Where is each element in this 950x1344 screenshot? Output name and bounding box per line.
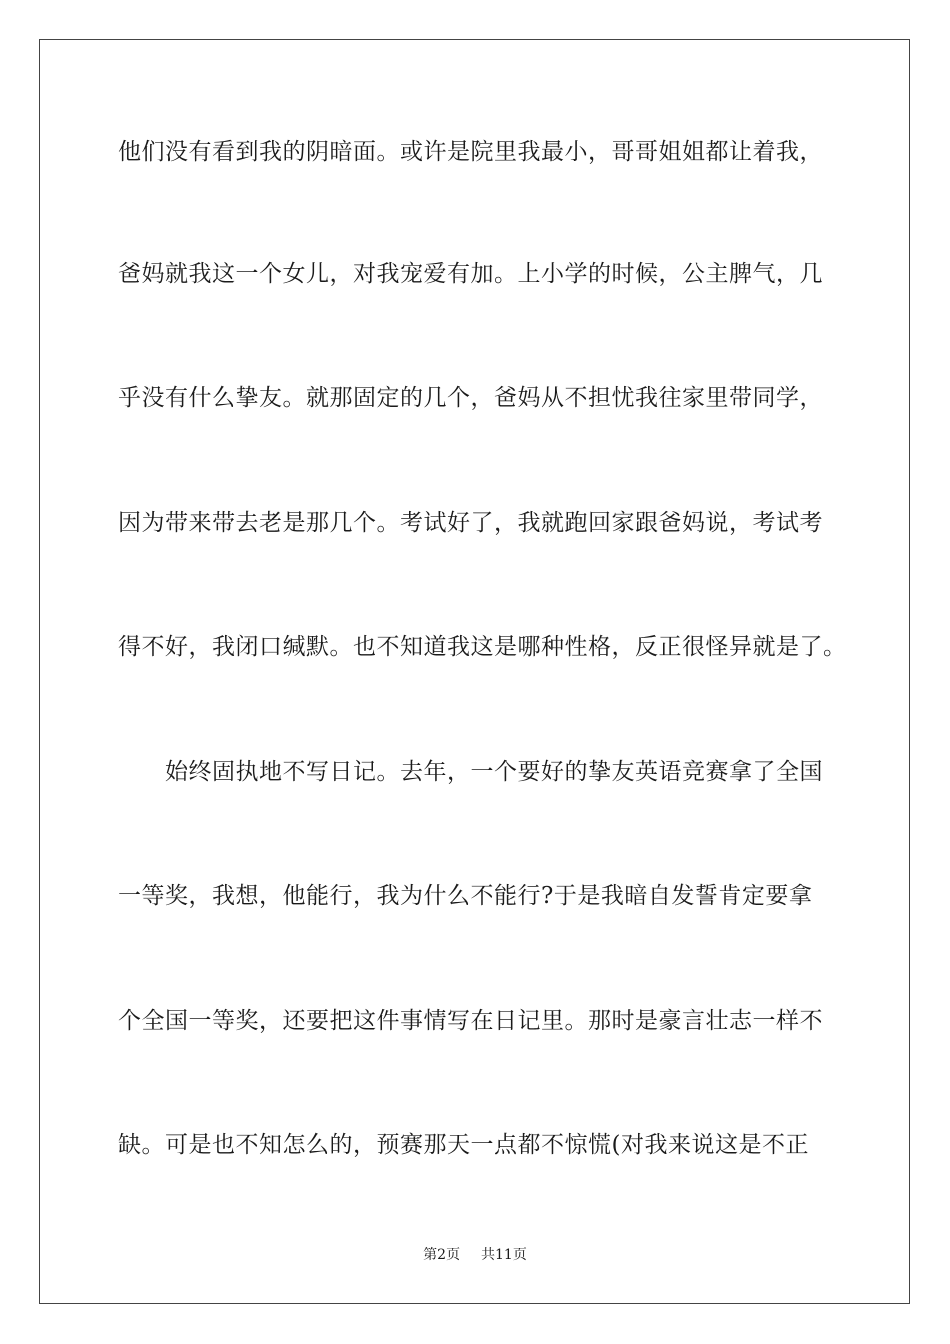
text-line-6: 始终固执地不写日记。去年，一个要好的挚友英语竞赛拿了全国 [118,759,823,785]
text-line-2: 爸妈就我这一个女儿，对我宠爱有加。上小学的时候，公主脾气，几 [118,261,823,287]
text-line-4: 因为带来带去老是那几个。考试好了，我就跑回家跟爸妈说，考试考 [118,510,823,536]
page-number: 第2页 [423,1247,461,1263]
text-line-7: 一等奖，我想，他能行，我为什么不能行?于是我暗自发誓肯定要拿 [118,883,813,909]
page-footer [0,1245,950,1265]
text-line-8: 个全国一等奖，还要把这件事情写在日记里。那时是豪言壮志一样不 [118,1008,823,1034]
text-line-1: 他们没有看到我的阴暗面。或许是院里我最小，哥哥姐姐都让着我， [118,139,823,165]
page-total: 共11页 [481,1247,527,1263]
page-border [39,39,910,1304]
text-line-3: 乎没有什么挚友。就那固定的几个，爸妈从不担忧我往家里带同学， [118,385,823,411]
text-line-9: 缺。可是也不知怎么的，预赛那天一点都不惊慌(对我来说这是不正 [118,1132,809,1158]
text-line-5: 得不好，我闭口缄默。也不知道我这是哪种性格，反正很怪异就是了。 [118,634,847,660]
